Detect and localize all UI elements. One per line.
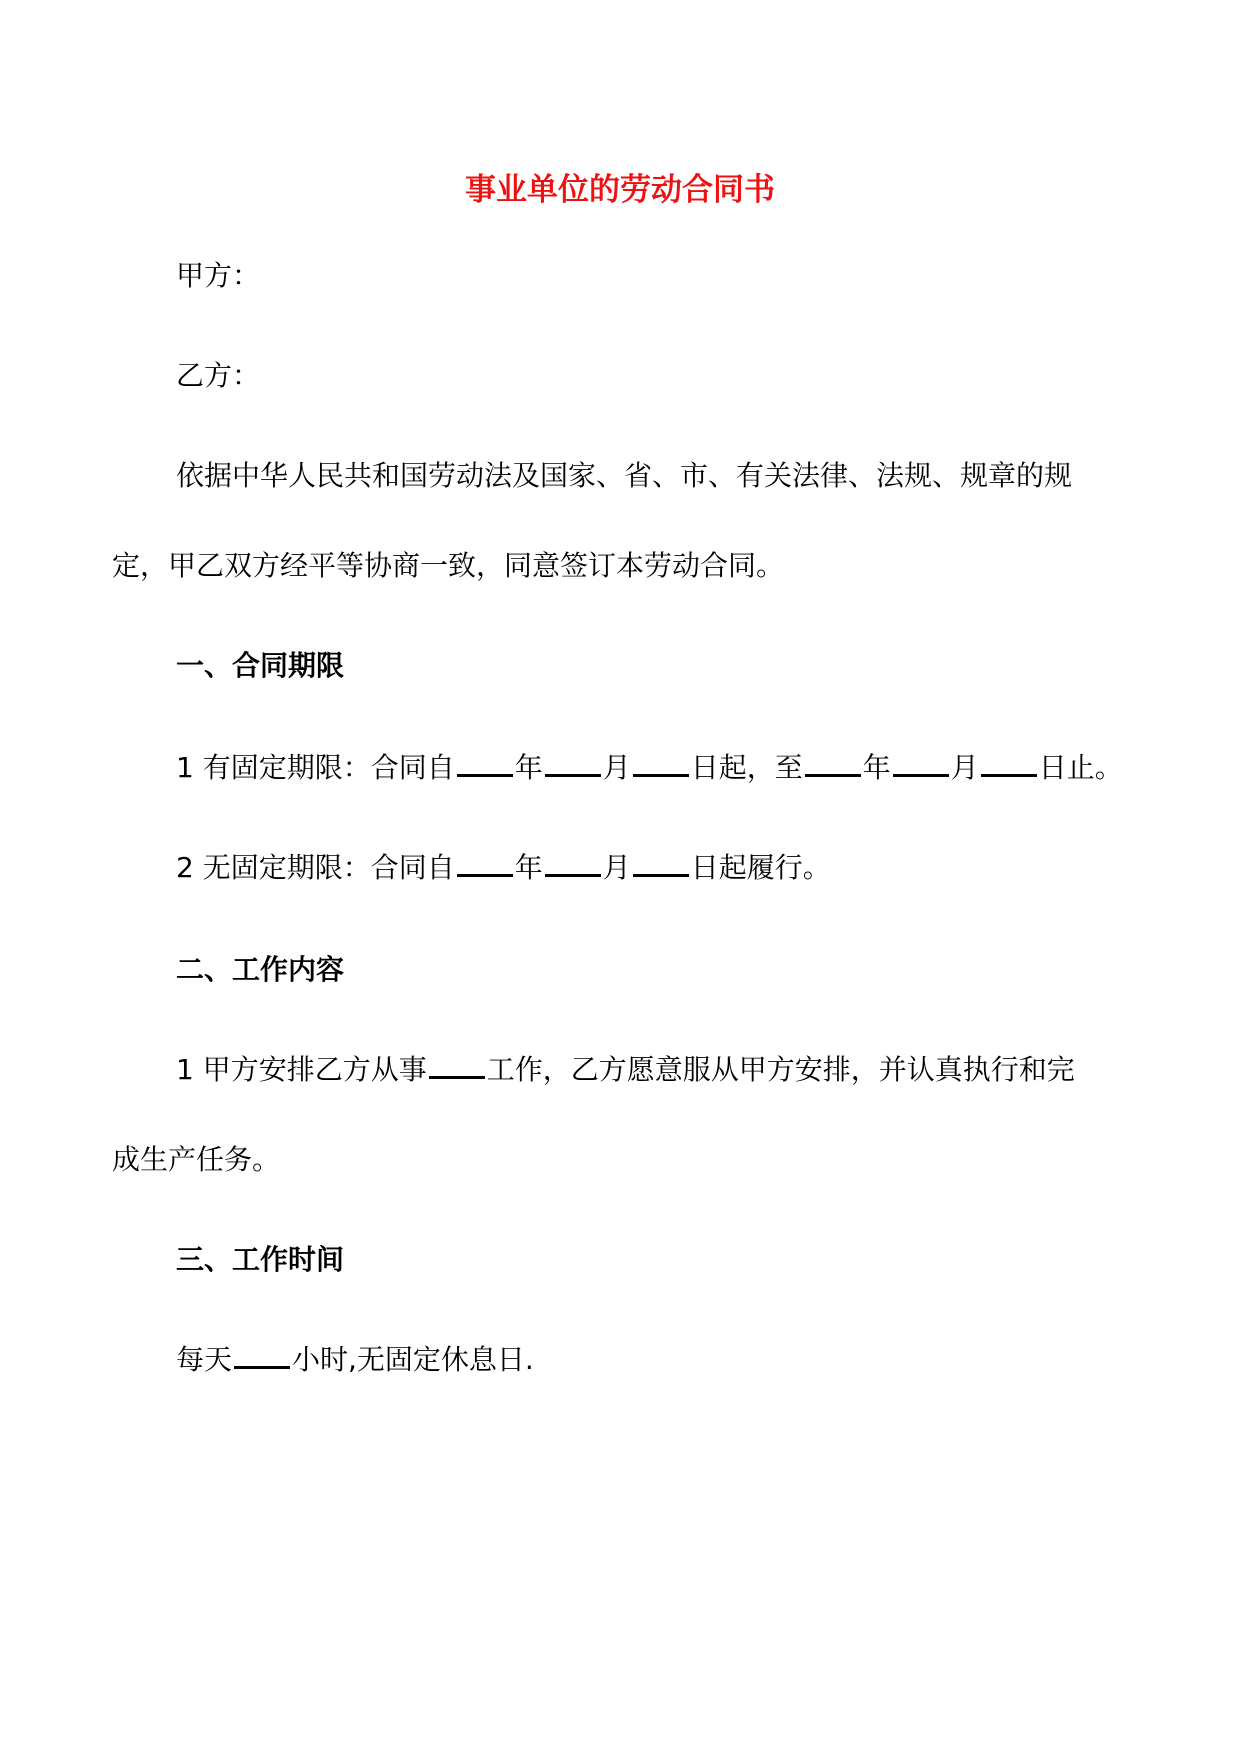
work-content-line-2: 成生产任务。 <box>112 1143 281 1176</box>
open-term-prefix: 2 无固定期限：合同自 <box>176 851 455 884</box>
party-a-label: 甲方： <box>176 259 261 292</box>
work-hours-suffix: 小时,无固定休息日. <box>292 1343 534 1376</box>
section-3-heading: 三、工作时间 <box>176 1243 345 1276</box>
document-title: 事业单位的劳动合同书 <box>465 172 775 208</box>
fixed-term-clause <box>176 748 1123 788</box>
fixed-year-label: 年 <box>514 751 543 784</box>
section-2-heading: 二、工作内容 <box>176 953 345 986</box>
open-month-label: 月 <box>602 851 631 884</box>
intro-line-2: 定，甲乙双方经平等协商一致，同意签订本劳动合同。 <box>112 549 785 582</box>
fixed-term-prefix: 1 有固定期限：合同自 <box>176 751 455 784</box>
work-hours-clause <box>176 1340 534 1380</box>
open-day-from-label: 日起履行。 <box>690 851 831 884</box>
open-term-clause <box>176 848 831 888</box>
open-start-day-blank <box>633 848 689 877</box>
fixed-year2-label: 年 <box>862 751 891 784</box>
fixed-day-from-label: 日起，至 <box>690 751 803 784</box>
fixed-end-year-blank <box>805 748 861 777</box>
open-start-year-blank <box>457 848 513 877</box>
fixed-start-month-blank <box>545 748 601 777</box>
fixed-month2-label: 月 <box>950 751 979 784</box>
fixed-month-label: 月 <box>602 751 631 784</box>
work-content-prefix: 1 甲方安排乙方从事 <box>176 1053 427 1086</box>
fixed-start-day-blank <box>633 748 689 777</box>
work-content-suffix: 工作，乙方愿意服从甲方安排，并认真执行和完 <box>486 1053 1075 1086</box>
fixed-end-day-blank <box>981 748 1037 777</box>
open-start-month-blank <box>545 848 601 877</box>
hours-blank <box>234 1340 290 1369</box>
intro-line-1: 依据中华人民共和国劳动法及国家、省、市、有关法律、法规、规章的规 <box>176 459 1073 492</box>
job-type-blank <box>429 1050 485 1079</box>
work-hours-prefix: 每天 <box>176 1343 233 1376</box>
fixed-day-to-label: 日止。 <box>1038 751 1123 784</box>
party-b-label: 乙方： <box>176 359 261 392</box>
open-year-label: 年 <box>514 851 543 884</box>
section-1-heading: 一、合同期限 <box>176 649 345 682</box>
fixed-start-year-blank <box>457 748 513 777</box>
work-content-line-1 <box>176 1050 1075 1090</box>
fixed-end-month-blank <box>893 748 949 777</box>
